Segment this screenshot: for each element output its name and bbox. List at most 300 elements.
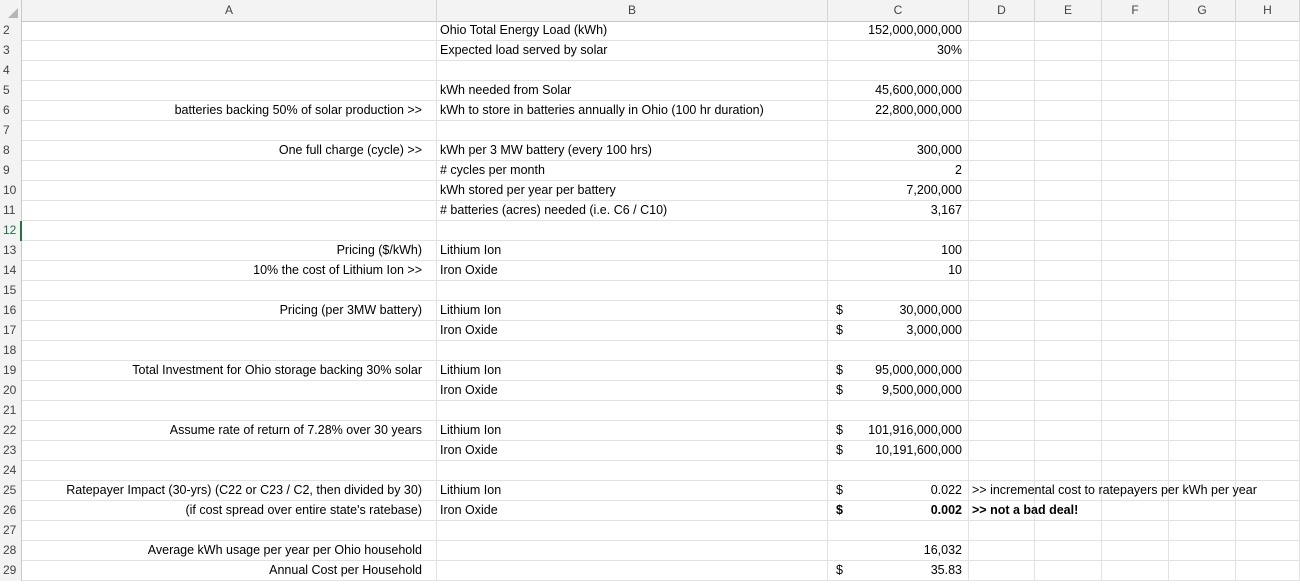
row-header[interactable]: 23 xyxy=(0,441,22,461)
cell-c[interactable]: 95,000,000,000 xyxy=(868,361,969,380)
cell-c-currency[interactable] xyxy=(828,341,868,360)
cell-d[interactable] xyxy=(969,421,1035,440)
cell-f[interactable] xyxy=(1102,361,1169,380)
cell-h[interactable] xyxy=(1236,281,1300,300)
cell-c-currency[interactable] xyxy=(828,101,868,120)
cell-g[interactable] xyxy=(1169,501,1236,520)
cell-c[interactable]: 300,000 xyxy=(868,141,969,160)
cell-b[interactable]: Iron Oxide xyxy=(437,441,828,460)
cell-e[interactable] xyxy=(1035,281,1102,300)
cell-b[interactable]: Iron Oxide xyxy=(437,381,828,400)
cell-a[interactable] xyxy=(22,21,437,40)
sheet-row xyxy=(0,441,1300,461)
cell-f[interactable] xyxy=(1102,81,1169,100)
cell-b[interactable]: Lithium Ion xyxy=(437,361,828,380)
cell-b[interactable] xyxy=(437,461,828,480)
row-header[interactable]: 21 xyxy=(0,401,22,421)
cell-c-currency[interactable] xyxy=(828,521,868,540)
cell-h[interactable] xyxy=(1236,521,1300,540)
cell-a[interactable] xyxy=(22,121,437,140)
cell-f[interactable] xyxy=(1102,461,1169,480)
cell-d[interactable] xyxy=(969,121,1035,140)
cell-g[interactable] xyxy=(1169,441,1236,460)
cell-c[interactable]: 0.002 xyxy=(868,501,969,520)
cell-g[interactable] xyxy=(1169,521,1236,540)
cell-c[interactable]: 3,167 xyxy=(868,201,969,220)
sheet-row xyxy=(0,281,1300,301)
cell-e[interactable] xyxy=(1035,421,1102,440)
cell-a[interactable]: Ratepayer Impact (30-yrs) (C22 or C23 / C2, then divided by 30) xyxy=(22,481,437,500)
cell-d[interactable] xyxy=(969,461,1035,480)
cell-e[interactable] xyxy=(1035,101,1102,120)
cell-a[interactable]: Assume rate of return of 7.28% over 30 years xyxy=(22,421,437,440)
cell-a[interactable]: 10% the cost of Lithium Ion >> xyxy=(22,261,437,280)
cell-c[interactable]: 30% xyxy=(868,41,969,60)
column-header-f[interactable]: F xyxy=(1102,0,1169,21)
row-header[interactable]: 5 xyxy=(0,81,22,101)
cell-c[interactable]: 10,191,600,000 xyxy=(868,441,969,460)
row-header[interactable]: 25 xyxy=(0,481,22,501)
cell-c[interactable] xyxy=(868,521,969,540)
cell-d[interactable] xyxy=(969,301,1035,320)
cell-g[interactable] xyxy=(1169,561,1236,580)
column-header-a[interactable]: A xyxy=(22,0,437,21)
cell-e[interactable] xyxy=(1035,461,1102,480)
cell-h[interactable] xyxy=(1236,321,1300,340)
cell-c-currency[interactable] xyxy=(828,241,868,260)
cell-b[interactable] xyxy=(437,61,828,80)
cell-h[interactable] xyxy=(1236,141,1300,160)
cell-c-currency[interactable]: $ xyxy=(836,443,843,457)
cell-h[interactable] xyxy=(1236,161,1300,180)
cell-a[interactable] xyxy=(22,161,437,180)
row-header[interactable]: 19 xyxy=(0,361,22,381)
cell-a[interactable]: One full charge (cycle) >> xyxy=(22,141,437,160)
cell-c-currency[interactable] xyxy=(828,201,868,220)
cell-h[interactable] xyxy=(1236,41,1300,60)
cell-a[interactable]: Annual Cost per Household xyxy=(22,561,437,580)
cell-d[interactable] xyxy=(969,521,1035,540)
cell-h[interactable] xyxy=(1236,381,1300,400)
sheet-row xyxy=(0,61,1300,81)
cell-c-currency[interactable] xyxy=(828,281,868,300)
cell-c-currency[interactable] xyxy=(828,61,868,80)
row-header[interactable]: 28 xyxy=(0,541,22,561)
cell-e[interactable] xyxy=(1035,121,1102,140)
cell-g[interactable] xyxy=(1169,421,1236,440)
row-header[interactable]: 17 xyxy=(0,321,22,341)
sheet-row xyxy=(0,461,1300,481)
cell-e[interactable] xyxy=(1035,141,1102,160)
cell-g[interactable] xyxy=(1169,461,1236,480)
column-header-c[interactable]: C xyxy=(828,0,969,21)
sheet-row xyxy=(0,41,1300,61)
cell-c[interactable]: 101,916,000,000 xyxy=(868,421,969,440)
row-header[interactable]: 13 xyxy=(0,241,22,261)
cell-b[interactable]: # cycles per month xyxy=(437,161,828,180)
cell-f[interactable] xyxy=(1102,141,1169,160)
cell-g[interactable] xyxy=(1169,401,1236,420)
cell-g[interactable] xyxy=(1169,541,1236,560)
cell-h[interactable] xyxy=(1236,561,1300,580)
cell-c-currency[interactable] xyxy=(828,181,868,200)
cell-c[interactable]: 16,032 xyxy=(868,541,969,560)
cell-e[interactable] xyxy=(1035,561,1102,580)
row-header[interactable]: 6 xyxy=(0,101,22,121)
cell-e[interactable] xyxy=(1035,341,1102,360)
cell-f[interactable] xyxy=(1102,61,1169,80)
row-header[interactable]: 4 xyxy=(0,61,22,81)
row-header[interactable]: 29 xyxy=(0,561,22,581)
cell-b[interactable]: # batteries (acres) needed (i.e. C6 / C10) xyxy=(437,201,828,220)
cell-d[interactable] xyxy=(969,101,1035,120)
sheet-row xyxy=(0,81,1300,101)
cell-f[interactable] xyxy=(1102,261,1169,280)
cell-a[interactable] xyxy=(22,181,437,200)
row-header[interactable]: 14 xyxy=(0,261,22,281)
cell-c[interactable] xyxy=(868,121,969,140)
cell-b[interactable]: Ohio Total Energy Load (kWh) xyxy=(437,21,828,40)
cell-c-currency[interactable]: $ xyxy=(836,383,843,397)
select-all-corner[interactable] xyxy=(0,0,22,21)
cell-h[interactable] xyxy=(1236,101,1300,120)
cell-g[interactable] xyxy=(1169,221,1236,240)
cell-a[interactable] xyxy=(22,401,437,420)
cell-b[interactable]: Lithium Ion xyxy=(437,481,828,500)
cell-e[interactable] xyxy=(1035,301,1102,320)
cell-g[interactable] xyxy=(1169,321,1236,340)
cell-b[interactable]: kWh per 3 MW battery (every 100 hrs) xyxy=(437,141,828,160)
cell-d[interactable] xyxy=(969,561,1035,580)
cell-f[interactable] xyxy=(1102,401,1169,420)
cell-c[interactable]: 9,500,000,000 xyxy=(868,381,969,400)
cell-h[interactable] xyxy=(1236,541,1300,560)
cell-a[interactable]: batteries backing 50% of solar production >> xyxy=(22,101,437,120)
cell-b[interactable]: Lithium Ion xyxy=(437,241,828,260)
cell-e[interactable] xyxy=(1035,61,1102,80)
cell-g[interactable] xyxy=(1169,21,1236,40)
cell-d[interactable] xyxy=(969,181,1035,200)
cell-c[interactable]: 10 xyxy=(868,261,969,280)
cell-e[interactable] xyxy=(1035,81,1102,100)
cell-c-currency[interactable] xyxy=(828,261,868,280)
cell-b[interactable]: Iron Oxide xyxy=(437,261,828,280)
cell-a[interactable] xyxy=(22,321,437,340)
cell-d[interactable] xyxy=(969,401,1035,420)
cell-b[interactable] xyxy=(437,281,828,300)
column-header-h[interactable]: H xyxy=(1236,0,1300,21)
cell-c[interactable] xyxy=(868,401,969,420)
cell-d[interactable] xyxy=(969,161,1035,180)
cell-d[interactable] xyxy=(969,441,1035,460)
cell-b[interactable]: Iron Oxide xyxy=(437,501,828,520)
cell-g[interactable] xyxy=(1169,61,1236,80)
cell-e[interactable] xyxy=(1035,521,1102,540)
cell-b[interactable] xyxy=(437,221,828,240)
cell-a[interactable]: (if cost spread over entire state's ratebase) xyxy=(22,501,437,520)
sheet-row xyxy=(0,161,1300,181)
cell-f[interactable] xyxy=(1102,101,1169,120)
cell-c[interactable] xyxy=(868,61,969,80)
sheet-row xyxy=(0,141,1300,161)
cell-e[interactable] xyxy=(1035,201,1102,220)
cell-e[interactable] xyxy=(1035,441,1102,460)
cell-h[interactable] xyxy=(1236,501,1300,520)
cell-g[interactable] xyxy=(1169,201,1236,220)
cell-f[interactable] xyxy=(1102,421,1169,440)
cell-d[interactable] xyxy=(969,341,1035,360)
cell-c-currency[interactable]: $ xyxy=(836,363,843,377)
cell-g[interactable] xyxy=(1169,361,1236,380)
cell-b[interactable]: kWh stored per year per battery xyxy=(437,181,828,200)
cell-d[interactable] xyxy=(969,221,1035,240)
cell-c-currency[interactable] xyxy=(828,141,868,160)
cell-f[interactable] xyxy=(1102,281,1169,300)
cell-a[interactable] xyxy=(22,441,437,460)
cell-g[interactable] xyxy=(1169,301,1236,320)
cell-a[interactable] xyxy=(22,221,437,240)
row-header[interactable]: 10 xyxy=(0,181,22,201)
cell-h[interactable] xyxy=(1236,421,1300,440)
cell-h[interactable] xyxy=(1236,261,1300,280)
cell-d[interactable] xyxy=(969,41,1035,60)
cell-h[interactable] xyxy=(1236,401,1300,420)
cell-e[interactable] xyxy=(1035,321,1102,340)
row-header[interactable]: 22 xyxy=(0,421,22,441)
cell-c-currency[interactable] xyxy=(828,461,868,480)
cell-a[interactable] xyxy=(22,81,437,100)
row-header[interactable]: 11 xyxy=(0,201,22,221)
sheet-row xyxy=(0,321,1300,341)
cell-d[interactable] xyxy=(969,21,1035,40)
cell-a[interactable]: Total Investment for Ohio storage backing 30% solar xyxy=(22,361,437,380)
cell-c-currency[interactable] xyxy=(828,121,868,140)
row-header[interactable]: 15 xyxy=(0,281,22,301)
cell-c[interactable] xyxy=(868,461,969,480)
cell-a[interactable]: Average kWh usage per year per Ohio household xyxy=(22,541,437,560)
cell-h[interactable] xyxy=(1236,341,1300,360)
cell-f[interactable] xyxy=(1102,541,1169,560)
cell-d[interactable] xyxy=(969,201,1035,220)
cell-h[interactable] xyxy=(1236,461,1300,480)
cell-d[interactable] xyxy=(969,361,1035,380)
cell-d[interactable] xyxy=(969,61,1035,80)
sheet-row xyxy=(0,341,1300,361)
cell-c[interactable]: 45,600,000,000 xyxy=(868,81,969,100)
cell-a[interactable] xyxy=(22,201,437,220)
cell-c[interactable]: 35.83 xyxy=(868,561,969,580)
cell-g[interactable] xyxy=(1169,181,1236,200)
cell-e[interactable] xyxy=(1035,21,1102,40)
column-header-e[interactable]: E xyxy=(1035,0,1102,21)
cell-a[interactable] xyxy=(22,521,437,540)
cell-c-currency[interactable]: $ xyxy=(836,423,843,437)
cell-f[interactable] xyxy=(1102,561,1169,580)
cell-c[interactable]: 0.022 xyxy=(868,481,969,500)
cell-h[interactable] xyxy=(1236,121,1300,140)
row-header[interactable]: 20 xyxy=(0,381,22,401)
cell-c[interactable]: 22,800,000,000 xyxy=(868,101,969,120)
cell-a[interactable] xyxy=(22,341,437,360)
cell-e[interactable] xyxy=(1035,161,1102,180)
cell-b[interactable]: Expected load served by solar xyxy=(437,41,828,60)
cell-h[interactable] xyxy=(1236,61,1300,80)
cell-d[interactable] xyxy=(969,261,1035,280)
cell-g[interactable] xyxy=(1169,121,1236,140)
row-header[interactable]: 3 xyxy=(0,41,22,61)
cell-f[interactable] xyxy=(1102,161,1169,180)
cell-e[interactable] xyxy=(1035,41,1102,60)
cell-g[interactable] xyxy=(1169,161,1236,180)
cell-h[interactable] xyxy=(1236,201,1300,220)
cell-h[interactable] xyxy=(1236,221,1300,240)
cell-b[interactable]: kWh needed from Solar xyxy=(437,81,828,100)
cell-b[interactable] xyxy=(437,121,828,140)
cell-c[interactable]: 100 xyxy=(868,241,969,260)
cell-d[interactable] xyxy=(969,141,1035,160)
cell-a[interactable] xyxy=(22,61,437,80)
cell-c-currency[interactable]: $ xyxy=(836,483,843,497)
row-header[interactable]: 9 xyxy=(0,161,22,181)
cell-f[interactable] xyxy=(1102,181,1169,200)
sheet-row xyxy=(0,261,1300,281)
cell-d[interactable] xyxy=(969,81,1035,100)
cell-f[interactable] xyxy=(1102,441,1169,460)
cell-d[interactable] xyxy=(969,281,1035,300)
cell-f[interactable] xyxy=(1102,21,1169,40)
cell-e[interactable] xyxy=(1035,381,1102,400)
cell-e[interactable] xyxy=(1035,221,1102,240)
sheet-row xyxy=(0,221,1300,241)
cell-b[interactable]: kWh to store in batteries annually in Ohio (100 hr duration) xyxy=(437,101,828,120)
cell-f[interactable] xyxy=(1102,321,1169,340)
cell-c-currency[interactable]: $ xyxy=(836,303,843,317)
cell-c-currency[interactable] xyxy=(828,541,868,560)
cell-g[interactable] xyxy=(1169,281,1236,300)
cell-g[interactable] xyxy=(1169,261,1236,280)
cell-a[interactable] xyxy=(22,41,437,60)
cell-d[interactable] xyxy=(969,381,1035,400)
cell-c[interactable] xyxy=(868,221,969,240)
cell-c-currency[interactable] xyxy=(828,221,868,240)
cell-h[interactable] xyxy=(1236,21,1300,40)
row-header[interactable]: 27 xyxy=(0,521,22,541)
cell-h[interactable] xyxy=(1236,181,1300,200)
cell-b[interactable] xyxy=(437,561,828,580)
cell-b[interactable] xyxy=(437,521,828,540)
cell-h[interactable] xyxy=(1236,361,1300,380)
cell-c-currency[interactable] xyxy=(828,21,868,40)
cell-g[interactable] xyxy=(1169,341,1236,360)
cell-b[interactable] xyxy=(437,341,828,360)
cell-g[interactable] xyxy=(1169,141,1236,160)
cell-a[interactable]: Pricing ($/kWh) xyxy=(22,241,437,260)
cell-e[interactable] xyxy=(1035,181,1102,200)
cell-b[interactable] xyxy=(437,401,828,420)
sheet-row xyxy=(0,21,1300,41)
cell-f[interactable] xyxy=(1102,301,1169,320)
row-header[interactable]: 12 xyxy=(0,221,22,241)
cell-d[interactable] xyxy=(969,241,1035,260)
cell-f[interactable] xyxy=(1102,241,1169,260)
cell-g[interactable] xyxy=(1169,241,1236,260)
row-header[interactable]: 8 xyxy=(0,141,22,161)
sheet-row xyxy=(0,401,1300,421)
cell-f[interactable] xyxy=(1102,381,1169,400)
cell-d[interactable] xyxy=(969,541,1035,560)
cell-h[interactable] xyxy=(1236,241,1300,260)
cell-a[interactable] xyxy=(22,461,437,480)
cell-a[interactable]: Pricing (per 3MW battery) xyxy=(22,301,437,320)
cell-f[interactable] xyxy=(1102,501,1169,520)
row-header[interactable]: 7 xyxy=(0,121,22,141)
row-header[interactable]: 2 xyxy=(0,21,22,41)
cell-f[interactable] xyxy=(1102,341,1169,360)
cell-e[interactable] xyxy=(1035,401,1102,420)
cell-h[interactable] xyxy=(1236,441,1300,460)
cell-c-currency[interactable] xyxy=(828,161,868,180)
cell-f[interactable] xyxy=(1102,41,1169,60)
cell-a[interactable] xyxy=(22,281,437,300)
cell-e[interactable] xyxy=(1035,241,1102,260)
cell-e[interactable] xyxy=(1035,261,1102,280)
cell-e[interactable] xyxy=(1035,541,1102,560)
cell-c[interactable]: 152,000,000,000 xyxy=(868,21,969,40)
cell-b[interactable]: Lithium Ion xyxy=(437,421,828,440)
cell-c-currency[interactable] xyxy=(828,41,868,60)
cell-g[interactable] xyxy=(1169,81,1236,100)
cell-c[interactable]: 2 xyxy=(868,161,969,180)
cell-c[interactable]: 3,000,000 xyxy=(868,321,969,340)
cell-c-currency[interactable] xyxy=(828,401,868,420)
sheet-row xyxy=(0,501,1300,521)
cell-c-currency[interactable]: $ xyxy=(836,323,843,337)
cell-g[interactable] xyxy=(1169,381,1236,400)
cell-c[interactable] xyxy=(868,341,969,360)
column-header-b[interactable]: B xyxy=(437,0,828,21)
cell-b[interactable]: Lithium Ion xyxy=(437,301,828,320)
cell-c-currency[interactable] xyxy=(828,81,868,100)
sheet-row xyxy=(0,241,1300,261)
cell-f[interactable] xyxy=(1102,121,1169,140)
cell-c[interactable]: 30,000,000 xyxy=(868,301,969,320)
cell-f[interactable] xyxy=(1102,201,1169,220)
row-header[interactable]: 16 xyxy=(0,301,22,321)
cell-g[interactable] xyxy=(1169,101,1236,120)
cell-e[interactable] xyxy=(1035,361,1102,380)
cell-f[interactable] xyxy=(1102,221,1169,240)
cell-h[interactable] xyxy=(1236,301,1300,320)
row-header[interactable]: 24 xyxy=(0,461,22,481)
row-header[interactable]: 26 xyxy=(0,501,22,521)
cell-c-currency[interactable]: $ xyxy=(836,563,843,577)
column-header-g[interactable]: G xyxy=(1169,0,1236,21)
cell-c-currency[interactable]: $ xyxy=(836,503,843,517)
sheet-row xyxy=(0,301,1300,321)
cell-f[interactable] xyxy=(1102,521,1169,540)
cell-b[interactable] xyxy=(437,541,828,560)
cell-c[interactable] xyxy=(868,281,969,300)
cell-g[interactable] xyxy=(1169,41,1236,60)
cell-a[interactable] xyxy=(22,381,437,400)
cell-h[interactable] xyxy=(1236,81,1300,100)
cell-b[interactable]: Iron Oxide xyxy=(437,321,828,340)
cell-c[interactable]: 7,200,000 xyxy=(868,181,969,200)
sheet-row xyxy=(0,381,1300,401)
cell-d[interactable] xyxy=(969,321,1035,340)
row-header[interactable]: 18 xyxy=(0,341,22,361)
column-header-d[interactable]: D xyxy=(969,0,1035,21)
